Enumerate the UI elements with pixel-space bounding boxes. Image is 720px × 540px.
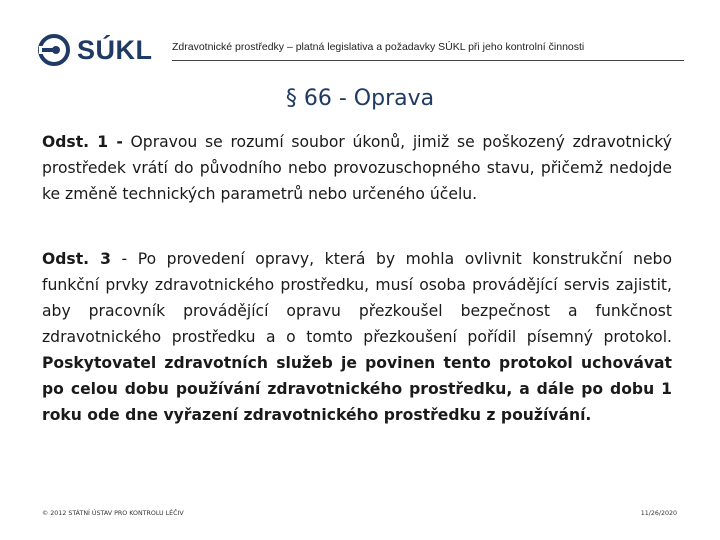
header-divider [172,60,684,61]
paragraph-text: Opravou se rozumí soubor úkonů, jimiž se poškozený zdravotnický prostředek vrátí do původního nebo provozuschopného stavu, přičemž nedojde ke změně technických parametrů nebo určeného účelu. [42,133,672,203]
paragraph-lead: Odst. 3 [42,250,111,268]
header-title: Zdravotnické prostředky – platná legislativa a požadavky SÚKL při jeho kontrolní činnosti [172,41,585,53]
footer-date: 11/26/2020 [640,510,677,517]
logo-text: SÚKL [77,35,153,65]
paragraph-bold-text: Poskytovatel zdravotních služeb je povinen tento protokol uchovávat po celou dobu používání zdravotnického prostředku, a dále po dobu 1 roku ode dne vyřazení zdravotnického prostředku z používání. [42,354,672,424]
sukl-logo [38,34,153,66]
paragraph-text: - Po provedení opravy, která by mohla ovlivnit konstrukční nebo funkční prvky zdravotnického prostředku, musí osoba provádějící servis zajistit, aby pracovník provádějící opravu přezkoušel bezpečnost a funkčnost zdravotnického prostředku a o tomto přezkoušení pořídil písemný protokol. [42,250,672,346]
paragraph-odst-1 [42,129,672,207]
sukl-logo-icon [38,34,70,66]
paragraph-odst-3 [42,246,672,428]
paragraph-lead: Odst. 1 - [42,133,123,151]
slide-title: § 66 - Oprava [285,86,435,111]
footer-copyright: © 2012 STÁTNÍ ÚSTAV PRO KONTROLU LÉČIV [42,510,184,517]
